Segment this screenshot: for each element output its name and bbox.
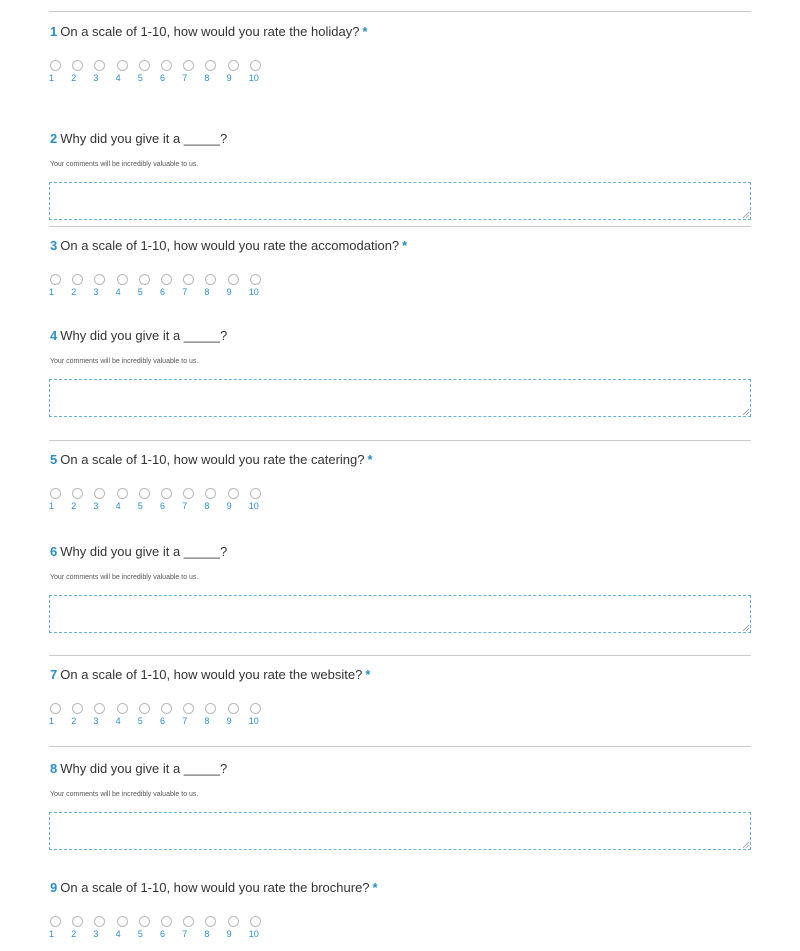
- rating-option-label: 10: [248, 73, 259, 83]
- rating-option-label: 10: [248, 501, 259, 511]
- rating-option-3[interactable]: [93, 272, 113, 302]
- radio-button[interactable]: [161, 488, 172, 499]
- radio-button[interactable]: [94, 488, 105, 499]
- rating-option-10[interactable]: [249, 486, 269, 516]
- rating-option-label: 6: [160, 287, 166, 297]
- rating-option-6[interactable]: [160, 272, 180, 302]
- comment-hint: Your comments will be incredibly valuable to us.: [50, 161, 199, 168]
- rating-option-label: 9: [226, 73, 232, 83]
- question-2-title: [50, 131, 227, 147]
- question-text: Why did you give it a _____?: [60, 761, 228, 776]
- section-divider: [49, 11, 751, 12]
- question-7-title: [50, 667, 370, 683]
- rating-option-7[interactable]: [182, 701, 202, 731]
- section-divider: [49, 440, 751, 441]
- rating-option-label: 1: [49, 73, 55, 83]
- rating-scale-q1: [49, 58, 309, 88]
- comment-textarea-q8[interactable]: [49, 812, 751, 850]
- radio-button[interactable]: [183, 703, 194, 714]
- rating-option-6[interactable]: [160, 701, 180, 731]
- radio-button[interactable]: [250, 488, 261, 499]
- radio-button[interactable]: [72, 488, 83, 499]
- question-3-title: [50, 238, 407, 254]
- required-asterisk: *: [362, 24, 368, 39]
- radio-button[interactable]: [205, 488, 216, 499]
- rating-option-10[interactable]: [249, 272, 269, 302]
- rating-option-label: 1: [49, 501, 55, 511]
- rating-option-label: 10: [248, 716, 259, 726]
- radio-button[interactable]: [228, 488, 239, 499]
- rating-option-label: 9: [226, 501, 232, 511]
- question-1-title: [50, 24, 367, 40]
- rating-option-1[interactable]: [49, 914, 69, 944]
- rating-option-1[interactable]: [49, 486, 69, 516]
- rating-option-label: 8: [204, 929, 210, 939]
- rating-option-4[interactable]: [116, 58, 136, 88]
- radio-button[interactable]: [94, 703, 105, 714]
- rating-option-label: 2: [71, 287, 77, 297]
- section-divider: [49, 746, 751, 747]
- rating-option-label: 7: [182, 716, 188, 726]
- rating-option-label: 1: [49, 287, 55, 297]
- radio-button[interactable]: [183, 488, 194, 499]
- rating-option-label: 2: [71, 929, 77, 939]
- comment-hint: Your comments will be incredibly valuable to us.: [50, 358, 199, 365]
- rating-option-3[interactable]: [93, 58, 113, 88]
- radio-button[interactable]: [139, 488, 150, 499]
- radio-button[interactable]: [72, 703, 83, 714]
- rating-option-5[interactable]: [138, 914, 158, 944]
- resize-grip-icon[interactable]: [743, 409, 749, 415]
- rating-option-label: 8: [204, 73, 210, 83]
- rating-option-7[interactable]: [182, 58, 202, 88]
- radio-button[interactable]: [161, 703, 172, 714]
- question-text: Why did you give it a _____?: [60, 131, 228, 146]
- rating-option-9[interactable]: [227, 914, 247, 944]
- rating-option-label: 3: [93, 287, 99, 297]
- rating-option-2[interactable]: [71, 701, 91, 731]
- radio-button[interactable]: [94, 60, 105, 71]
- rating-option-9[interactable]: [227, 272, 247, 302]
- rating-option-label: 2: [71, 73, 77, 83]
- rating-option-label: 6: [160, 501, 166, 511]
- question-text: On a scale of 1-10, how would you rate the brochure?: [60, 880, 370, 895]
- rating-option-label: 7: [182, 929, 188, 939]
- required-asterisk: *: [367, 452, 373, 467]
- rating-option-label: 5: [137, 716, 143, 726]
- question-number: 7: [50, 667, 58, 682]
- rating-option-label: 6: [160, 73, 166, 83]
- rating-option-10[interactable]: [249, 58, 269, 88]
- rating-option-9[interactable]: [227, 701, 247, 731]
- radio-button[interactable]: [205, 274, 216, 285]
- rating-option-label: 1: [49, 929, 55, 939]
- rating-option-10[interactable]: [249, 701, 269, 731]
- radio-button[interactable]: [228, 703, 239, 714]
- section-divider: [49, 226, 751, 227]
- rating-option-label: 3: [93, 716, 99, 726]
- radio-button[interactable]: [250, 916, 261, 927]
- rating-option-label: 1: [49, 716, 55, 726]
- radio-button[interactable]: [250, 60, 261, 71]
- rating-option-label: 5: [137, 501, 143, 511]
- rating-option-label: 6: [160, 929, 166, 939]
- radio-button[interactable]: [117, 274, 128, 285]
- question-text: On a scale of 1-10, how would you rate the accomodation?: [60, 238, 400, 253]
- resize-grip-icon[interactable]: [743, 625, 749, 631]
- question-text: Why did you give it a _____?: [60, 544, 228, 559]
- question-number: 6: [50, 544, 58, 559]
- rating-option-5[interactable]: [138, 58, 158, 88]
- rating-option-4[interactable]: [116, 701, 136, 731]
- radio-button[interactable]: [139, 60, 150, 71]
- required-asterisk: *: [365, 667, 371, 682]
- radio-button[interactable]: [72, 916, 83, 927]
- rating-option-label: 7: [182, 287, 188, 297]
- rating-option-3[interactable]: [93, 486, 113, 516]
- resize-grip-icon[interactable]: [743, 212, 749, 218]
- rating-option-9[interactable]: [227, 58, 247, 88]
- question-number: 5: [50, 452, 58, 467]
- rating-scale-q3: [49, 272, 309, 302]
- radio-button[interactable]: [161, 916, 172, 927]
- rating-option-label: 7: [182, 73, 188, 83]
- resize-grip-icon[interactable]: [743, 842, 749, 848]
- radio-button[interactable]: [183, 60, 194, 71]
- rating-option-8[interactable]: [204, 701, 224, 731]
- question-text: On a scale of 1-10, how would you rate the catering?: [60, 452, 365, 467]
- rating-option-label: 3: [93, 929, 99, 939]
- question-number: 9: [50, 880, 58, 895]
- comment-textarea-q6[interactable]: [49, 595, 751, 633]
- rating-option-3[interactable]: [93, 701, 113, 731]
- radio-button[interactable]: [183, 916, 194, 927]
- question-8-title: [50, 761, 227, 777]
- comment-hint: Your comments will be incredibly valuable to us.: [50, 574, 199, 581]
- section-divider: [49, 655, 751, 656]
- rating-option-label: 4: [115, 287, 121, 297]
- required-asterisk: *: [372, 880, 378, 895]
- rating-option-8[interactable]: [204, 58, 224, 88]
- rating-scale-q5: [49, 486, 309, 516]
- radio-button[interactable]: [72, 274, 83, 285]
- question-number: 8: [50, 761, 58, 776]
- rating-option-7[interactable]: [182, 272, 202, 302]
- rating-option-5[interactable]: [138, 272, 158, 302]
- rating-option-1[interactable]: [49, 58, 69, 88]
- radio-button[interactable]: [161, 60, 172, 71]
- rating-option-label: 8: [204, 501, 210, 511]
- rating-option-label: 3: [93, 501, 99, 511]
- radio-button[interactable]: [183, 274, 194, 285]
- radio-button[interactable]: [161, 274, 172, 285]
- rating-option-2[interactable]: [71, 486, 91, 516]
- rating-option-label: 2: [71, 716, 77, 726]
- rating-option-label: 9: [226, 716, 232, 726]
- rating-option-5[interactable]: [138, 701, 158, 731]
- rating-option-2[interactable]: [71, 58, 91, 88]
- rating-option-6[interactable]: [160, 914, 180, 944]
- rating-scale-q9: [49, 914, 309, 944]
- comment-textarea-q2[interactable]: [49, 182, 751, 220]
- rating-option-label: 2: [71, 501, 77, 511]
- rating-option-4[interactable]: [116, 914, 136, 944]
- rating-option-label: 8: [204, 287, 210, 297]
- question-number: 4: [50, 328, 58, 343]
- rating-option-label: 4: [115, 929, 121, 939]
- radio-button[interactable]: [72, 60, 83, 71]
- radio-button[interactable]: [250, 274, 261, 285]
- rating-option-2[interactable]: [71, 272, 91, 302]
- radio-button[interactable]: [250, 703, 261, 714]
- radio-button[interactable]: [94, 916, 105, 927]
- rating-option-label: 10: [248, 287, 259, 297]
- radio-button[interactable]: [205, 60, 216, 71]
- radio-button[interactable]: [139, 916, 150, 927]
- radio-button[interactable]: [139, 274, 150, 285]
- question-number: 1: [50, 24, 58, 39]
- rating-option-7[interactable]: [182, 914, 202, 944]
- rating-option-2[interactable]: [71, 914, 91, 944]
- question-number: 3: [50, 238, 58, 253]
- rating-option-label: 4: [115, 73, 121, 83]
- rating-option-label: 4: [115, 501, 121, 511]
- radio-button[interactable]: [205, 916, 216, 927]
- rating-option-label: 5: [137, 929, 143, 939]
- required-asterisk: *: [402, 238, 408, 253]
- rating-option-8[interactable]: [204, 914, 224, 944]
- rating-option-label: 7: [182, 501, 188, 511]
- rating-option-label: 9: [226, 287, 232, 297]
- radio-button[interactable]: [117, 703, 128, 714]
- radio-button[interactable]: [50, 916, 61, 927]
- rating-option-label: 6: [160, 716, 166, 726]
- rating-option-6[interactable]: [160, 58, 180, 88]
- rating-option-6[interactable]: [160, 486, 180, 516]
- rating-option-9[interactable]: [227, 486, 247, 516]
- radio-button[interactable]: [50, 488, 61, 499]
- rating-option-label: 9: [226, 929, 232, 939]
- rating-option-label: 10: [248, 929, 259, 939]
- rating-option-1[interactable]: [49, 272, 69, 302]
- comment-textarea-q4[interactable]: [49, 379, 751, 417]
- radio-button[interactable]: [50, 60, 61, 71]
- question-number: 2: [50, 131, 58, 146]
- radio-button[interactable]: [228, 274, 239, 285]
- rating-option-3[interactable]: [93, 914, 113, 944]
- radio-button[interactable]: [117, 488, 128, 499]
- rating-option-label: 3: [93, 73, 99, 83]
- radio-button[interactable]: [205, 703, 216, 714]
- radio-button[interactable]: [139, 703, 150, 714]
- question-text: On a scale of 1-10, how would you rate the website?: [60, 667, 363, 682]
- rating-option-1[interactable]: [49, 701, 69, 731]
- radio-button[interactable]: [228, 916, 239, 927]
- radio-button[interactable]: [50, 703, 61, 714]
- radio-button[interactable]: [228, 60, 239, 71]
- rating-option-label: 4: [115, 716, 121, 726]
- question-text: On a scale of 1-10, how would you rate the holiday?: [60, 24, 360, 39]
- radio-button[interactable]: [117, 916, 128, 927]
- rating-option-10[interactable]: [249, 914, 269, 944]
- question-6-title: [50, 544, 227, 560]
- radio-button[interactable]: [50, 274, 61, 285]
- rating-option-label: 5: [137, 73, 143, 83]
- question-text: Why did you give it a _____?: [60, 328, 228, 343]
- rating-option-7[interactable]: [182, 486, 202, 516]
- question-9-title: [50, 880, 378, 896]
- comment-hint: Your comments will be incredibly valuable to us.: [50, 791, 199, 798]
- question-5-title: [50, 452, 373, 468]
- rating-option-5[interactable]: [138, 486, 158, 516]
- rating-option-4[interactable]: [116, 272, 136, 302]
- rating-option-8[interactable]: [204, 486, 224, 516]
- rating-option-label: 5: [137, 287, 143, 297]
- rating-option-8[interactable]: [204, 272, 224, 302]
- rating-option-label: 8: [204, 716, 210, 726]
- question-4-title: [50, 328, 227, 344]
- rating-option-4[interactable]: [116, 486, 136, 516]
- radio-button[interactable]: [94, 274, 105, 285]
- rating-scale-q7: [49, 701, 309, 731]
- radio-button[interactable]: [117, 60, 128, 71]
